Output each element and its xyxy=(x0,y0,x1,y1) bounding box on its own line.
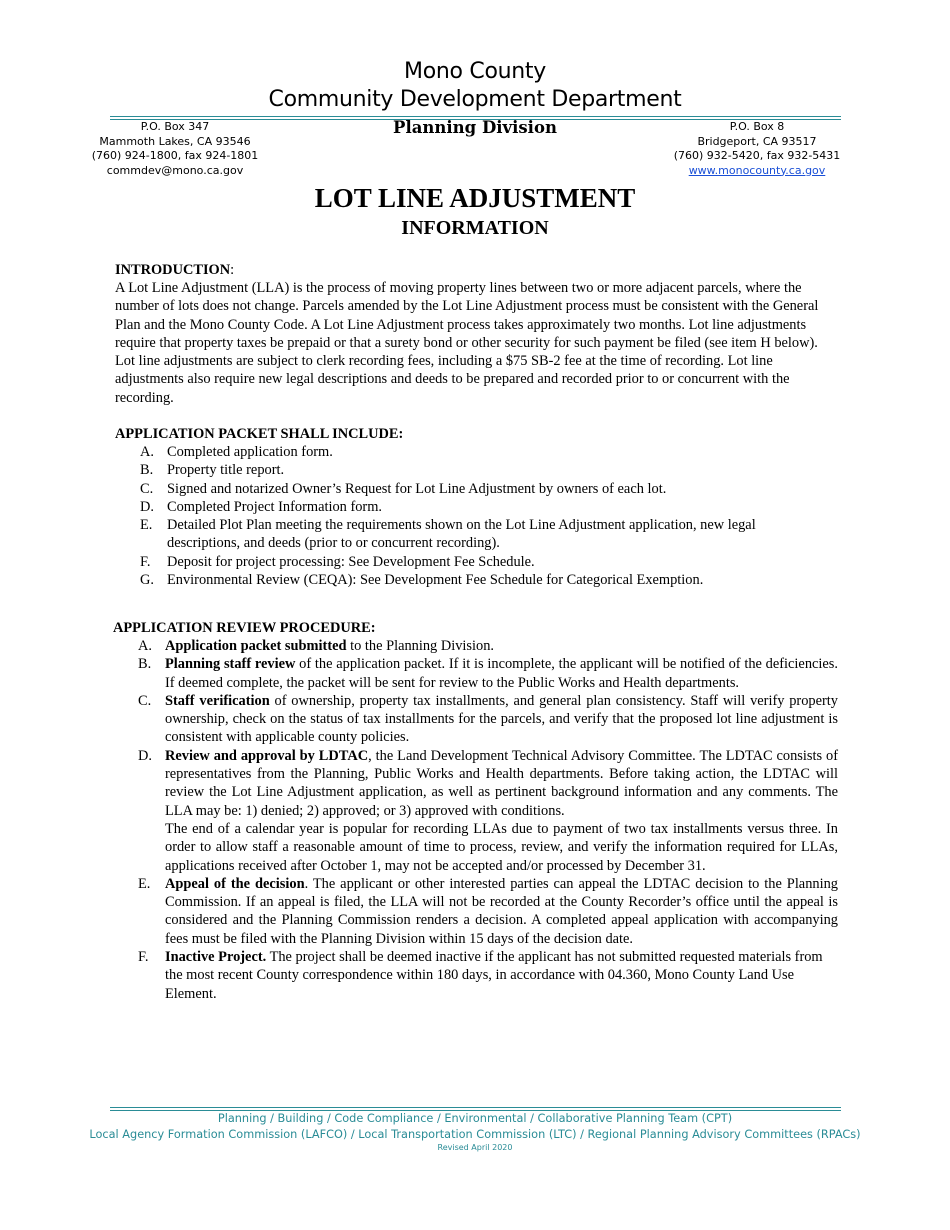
intro-paragraph: A Lot Line Adjustment (LLA) is the process of moving property lines between two or more adjacent parcels, where the number of lots does not change. Parcels amended by the Lot Line Adjustment process must be consistent with the General Plan and the Mono County Code. A Lot Line Adjustment process takes approximately two months. Lot line adjustments require that property taxes be prepaid or that a surety bond or other security for such payment be filed (see item H below). Lot line adjustments are subject to clerk recording fees, including a $75 SB-2 fee at the time of recording. Lot line adjustments also require new legal descriptions and deeds to be prepared and recorded prior to or concurrent with the recording. xyxy=(115,280,819,406)
item-letter: A. xyxy=(138,638,152,654)
item-extra-paragraph: The end of a calendar year is popular for recording LLAs due to payment of two tax installments versus three. In order to allow staff a reasonable amount of time to process, review, and verify the information required for LLAs, applications received after October 1, may not be accepted and/or processed by December 31. xyxy=(165,820,838,874)
list-item xyxy=(115,498,815,516)
email-address: commdev@mono.ca.gov xyxy=(106,163,244,177)
intro-heading-colon: : xyxy=(230,262,235,278)
item-bold-text: Review and approval by LDTAC xyxy=(165,747,369,764)
list-item xyxy=(113,875,838,948)
address-line: P.O. Box 347 xyxy=(140,120,210,133)
item-text: , the Land Development Technical Advisory Committee. The LDTAC consists of representatives from the Planning, Public Works and Health departments. Before taking action, the LDTAC will review the Lot Line Adjustment application, as well as pertinent background information and any comments. The LLA may be: 1) denied; 2) approved; or 3) approved with conditions. xyxy=(165,747,839,819)
item-text: of the application packet. If it is incomplete, the applicant will be notified of the deficiencies. If deemed complete, the packet will be sent for review to the Public Works and Health departments. xyxy=(165,656,838,691)
department-name: Community Development Department xyxy=(268,87,682,112)
footer-rule-bottom xyxy=(110,1110,841,1111)
right-office-address xyxy=(657,120,857,178)
item-bold-text: Application packet submitted xyxy=(165,638,347,654)
list-item xyxy=(113,692,838,747)
address-line: Mammoth Lakes, CA 93546 xyxy=(99,134,251,148)
list-item xyxy=(115,553,815,571)
item-text: Completed Project Information form. xyxy=(167,498,383,515)
footer-rule-top xyxy=(110,1107,841,1108)
item-bold-text: Staff verification xyxy=(165,692,270,709)
item-letter: B. xyxy=(138,656,152,673)
document-subtitle: INFORMATION xyxy=(401,217,549,239)
intro-heading-text: INTRODUCTION xyxy=(115,262,231,278)
list-item xyxy=(115,571,815,589)
item-text: Deposit for project processing: See Development Fee Schedule. xyxy=(167,553,535,570)
item-letter: G. xyxy=(140,572,154,589)
item-letter: B. xyxy=(140,462,154,479)
item-text: Environmental Review (CEQA): See Development Fee Schedule for Categorical Exemption. xyxy=(167,572,704,589)
item-letter: D. xyxy=(138,747,152,764)
item-letter: E. xyxy=(140,517,153,534)
item-bold-text: Inactive Project. xyxy=(165,949,267,966)
item-letter: F. xyxy=(140,553,151,570)
item-bold-text: Appeal of the decision xyxy=(165,875,305,892)
item-text: of ownership, property tax installments, and general plan consistency. Staff will verify property ownership, check on the status of tax installments for the parcels, and verify that the proposed lot line adjustment is consistent with applicable county policies. xyxy=(165,692,838,746)
item-letter: C. xyxy=(138,692,152,709)
list-item xyxy=(115,443,815,461)
intro-heading xyxy=(115,261,234,279)
footer-programs: Planning / Building / Code Compliance / Environmental / Collaborative Planning Team (CPT) xyxy=(217,1112,733,1125)
item-text: Detailed Plot Plan meeting the requirements shown on the Lot Line Adjustment application, new legal descriptions, and deeds (prior to or concurrent recording). xyxy=(167,517,756,552)
item-letter: E. xyxy=(138,875,151,892)
address-line: (760) 932-5420, fax 932-5431 xyxy=(673,149,841,162)
address-line: P.O. Box 8 xyxy=(729,120,785,133)
list-item xyxy=(113,637,838,655)
item-text: Property title report. xyxy=(167,462,285,479)
item-text: The project shall be deemed inactive if the applicant has not submitted requested materials from the most recent County correspondence within 180 days, in accordance with 04.360, Mono County Land Use Element. xyxy=(165,949,823,1002)
item-letter: C. xyxy=(140,480,154,497)
division-name: Planning Division xyxy=(393,118,557,137)
list-item xyxy=(115,461,815,479)
item-text: Signed and notarized Owner’s Request for Lot Line Adjustment by owners of each lot. xyxy=(167,480,667,497)
review-list xyxy=(113,637,838,1003)
item-letter: D. xyxy=(140,498,154,515)
item-text: . The applicant or other interested parties can appeal the LDTAC decision to the Planning Commission. If an appeal is filed, the LLA will not be recorded at the County Recorder’s office until the appeal is considered and the Planning Commission renders a decision. A completed appeal application with accompanying fees must be filed with the Planning Division within 15 days of the decision date. xyxy=(165,875,838,947)
document-title: LOT LINE ADJUSTMENT xyxy=(314,183,636,213)
item-bold-text: Planning staff review xyxy=(165,656,296,673)
website-link[interactable]: www.monocounty.ca.gov xyxy=(688,163,826,177)
item-text: Completed application form. xyxy=(167,444,333,460)
list-item xyxy=(113,948,838,1003)
item-letter: F. xyxy=(138,949,149,966)
footer-commissions: Local Agency Formation Commission (LAFCO) / Local Transportation Commission (LTC) / Regional Planning Advisory Committees (RPACs) xyxy=(89,1128,861,1141)
list-item xyxy=(115,480,815,498)
address-line: Bridgeport, CA 93517 xyxy=(697,134,817,148)
list-item xyxy=(113,655,838,692)
packet-heading: APPLICATION PACKET SHALL INCLUDE: xyxy=(115,426,404,442)
item-text: to the Planning Division. xyxy=(346,638,495,654)
review-heading: APPLICATION REVIEW PROCEDURE: xyxy=(113,620,376,636)
packet-list xyxy=(115,443,815,589)
county-name: Mono County xyxy=(404,59,546,84)
item-letter: A. xyxy=(140,444,154,460)
footer-revised-date: Revised April 2020 xyxy=(437,1143,513,1152)
address-line: (760) 924-1800, fax 924-1801 xyxy=(91,149,259,162)
list-item xyxy=(115,516,815,553)
header-rule-top xyxy=(110,116,841,117)
list-item xyxy=(113,747,838,875)
